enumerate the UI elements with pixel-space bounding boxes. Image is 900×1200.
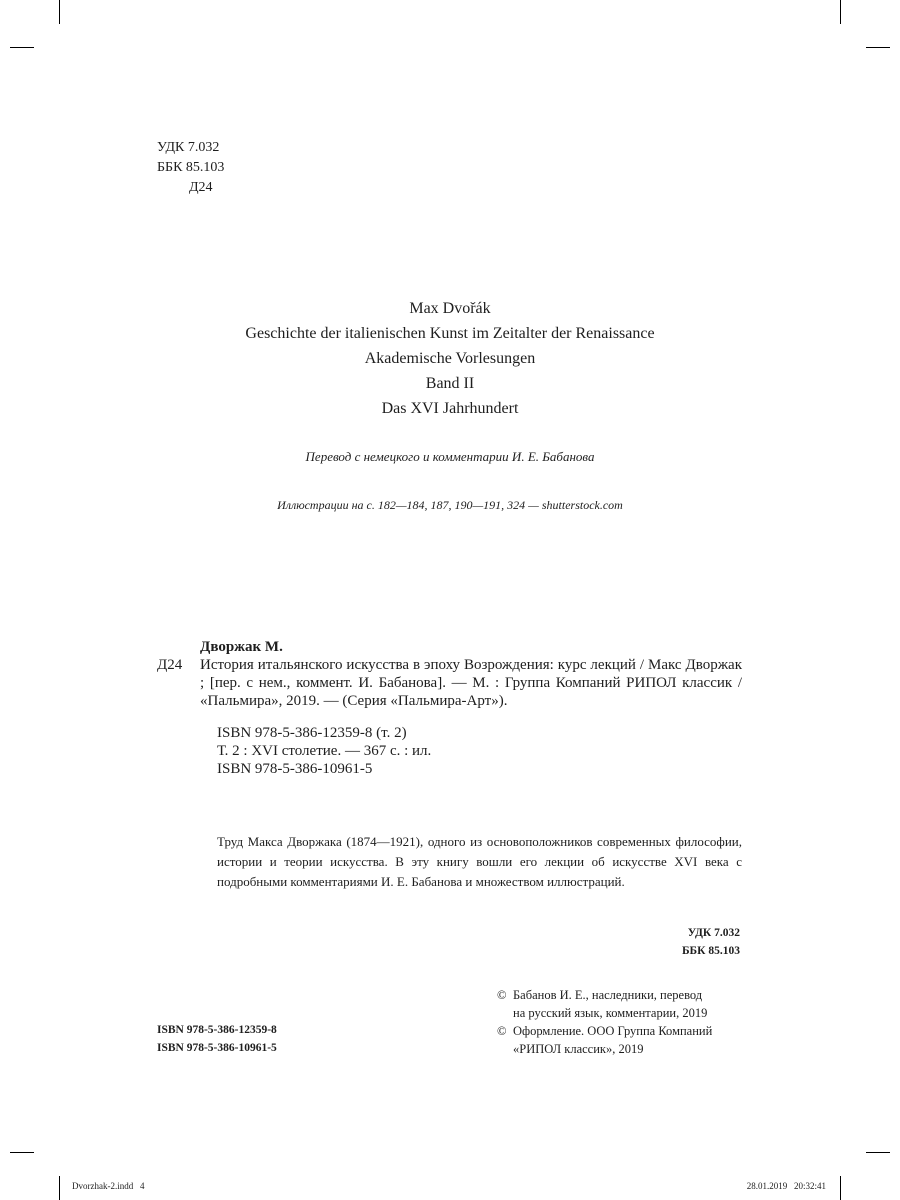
record-annotation xyxy=(157,656,742,710)
original-title: Geschichte der italienischen Kunst im Zeitalter der Renaissance xyxy=(245,325,655,342)
record-volume-info: Т. 2 : XVI столетие. — 367 с. : ил. xyxy=(217,743,432,759)
copyright-text-3: Оформление. ООО Группа Компаний xyxy=(513,1024,713,1038)
record-code: Д24 xyxy=(157,657,183,673)
copyright-symbol-2: © xyxy=(497,1024,507,1038)
copyright-block xyxy=(497,986,712,1058)
record-author: Дворжак М. xyxy=(200,639,283,655)
bibliographic-record xyxy=(157,638,742,778)
catalog-codes-top xyxy=(157,138,224,198)
copyright-symbol: © xyxy=(497,988,507,1002)
bbk-code-bottom: ББК 85.103 xyxy=(681,945,740,957)
translation-credit: Перевод с немецкого и комментарии И. Е. Бабанова xyxy=(305,449,595,464)
udk-code: УДК 7.032 xyxy=(157,140,220,155)
crop-mark-right-bottom xyxy=(866,1152,890,1153)
crop-mark-top-right xyxy=(840,0,841,24)
copyright-line-4: «РИПОЛ классик», 2019 xyxy=(513,1042,644,1056)
bbk-code: ББК 85.103 xyxy=(157,160,225,175)
crop-mark-right-top xyxy=(866,47,890,48)
illustration-credit: Иллюстрации на с. 182—184, 187, 190—191, 324 — shutterstock.com xyxy=(277,498,623,512)
isbn-footer xyxy=(157,1021,277,1057)
original-period: Das XVI Jahrhundert xyxy=(381,400,519,417)
slug-timestamp: 28.01.2019 20:32:41 xyxy=(746,1181,826,1191)
crop-mark-left-bottom xyxy=(10,1152,34,1153)
record-isbn-list xyxy=(157,724,742,778)
copyright-line-1 xyxy=(497,986,712,1004)
original-subtitle: Akademische Vorlesungen xyxy=(364,350,536,367)
author-mark: Д24 xyxy=(189,180,213,195)
original-volume: Band II xyxy=(425,375,475,392)
original-author: Max Dvořák xyxy=(409,300,491,317)
abstract: Труд Макса Дворжака (1874—1921), одного из основоположников современных философии, истории и теории искусства. В эту книгу вошли его лекции об искусстве XVI века с подробными комментариями И. Е. Бабанова и множеством иллюстраций. xyxy=(217,834,742,889)
copyright-text-1: Бабанов И. Е., наследники, перевод xyxy=(513,988,703,1002)
slug-file: Dvorzhak-2.indd 4 xyxy=(72,1181,145,1191)
isbn-footer-volume: ISBN 978-5-386-12359-8 xyxy=(157,1024,277,1036)
record-isbn-volume: ISBN 978-5-386-12359-8 (т. 2) xyxy=(217,725,407,741)
crop-mark-top-left xyxy=(59,0,60,24)
crop-mark-bottom-left xyxy=(59,1176,60,1200)
catalog-codes-bottom xyxy=(560,924,740,960)
udk-code-bottom: УДК 7.032 xyxy=(687,927,740,939)
copyright-line-2: на русский язык, комментарии, 2019 xyxy=(513,1006,708,1020)
record-isbn-set: ISBN 978-5-386-10961-5 xyxy=(217,761,373,777)
isbn-footer-set: ISBN 978-5-386-10961-5 xyxy=(157,1042,277,1054)
record-description: История итальянского искусства в эпоху Возрождения: курс лекций / Макс Дворжак ; [пер. с нем., коммент. И. Бабанова]. — М. : Группа Компаний РИПОЛ классик / «Пальмира», 2019. — (Серия «Пальмира-Арт»). xyxy=(200,657,742,709)
copyright-line-3 xyxy=(497,1022,712,1040)
original-title-block xyxy=(0,296,900,421)
crop-mark-left-top xyxy=(10,47,34,48)
crop-mark-bottom-right xyxy=(840,1176,841,1200)
